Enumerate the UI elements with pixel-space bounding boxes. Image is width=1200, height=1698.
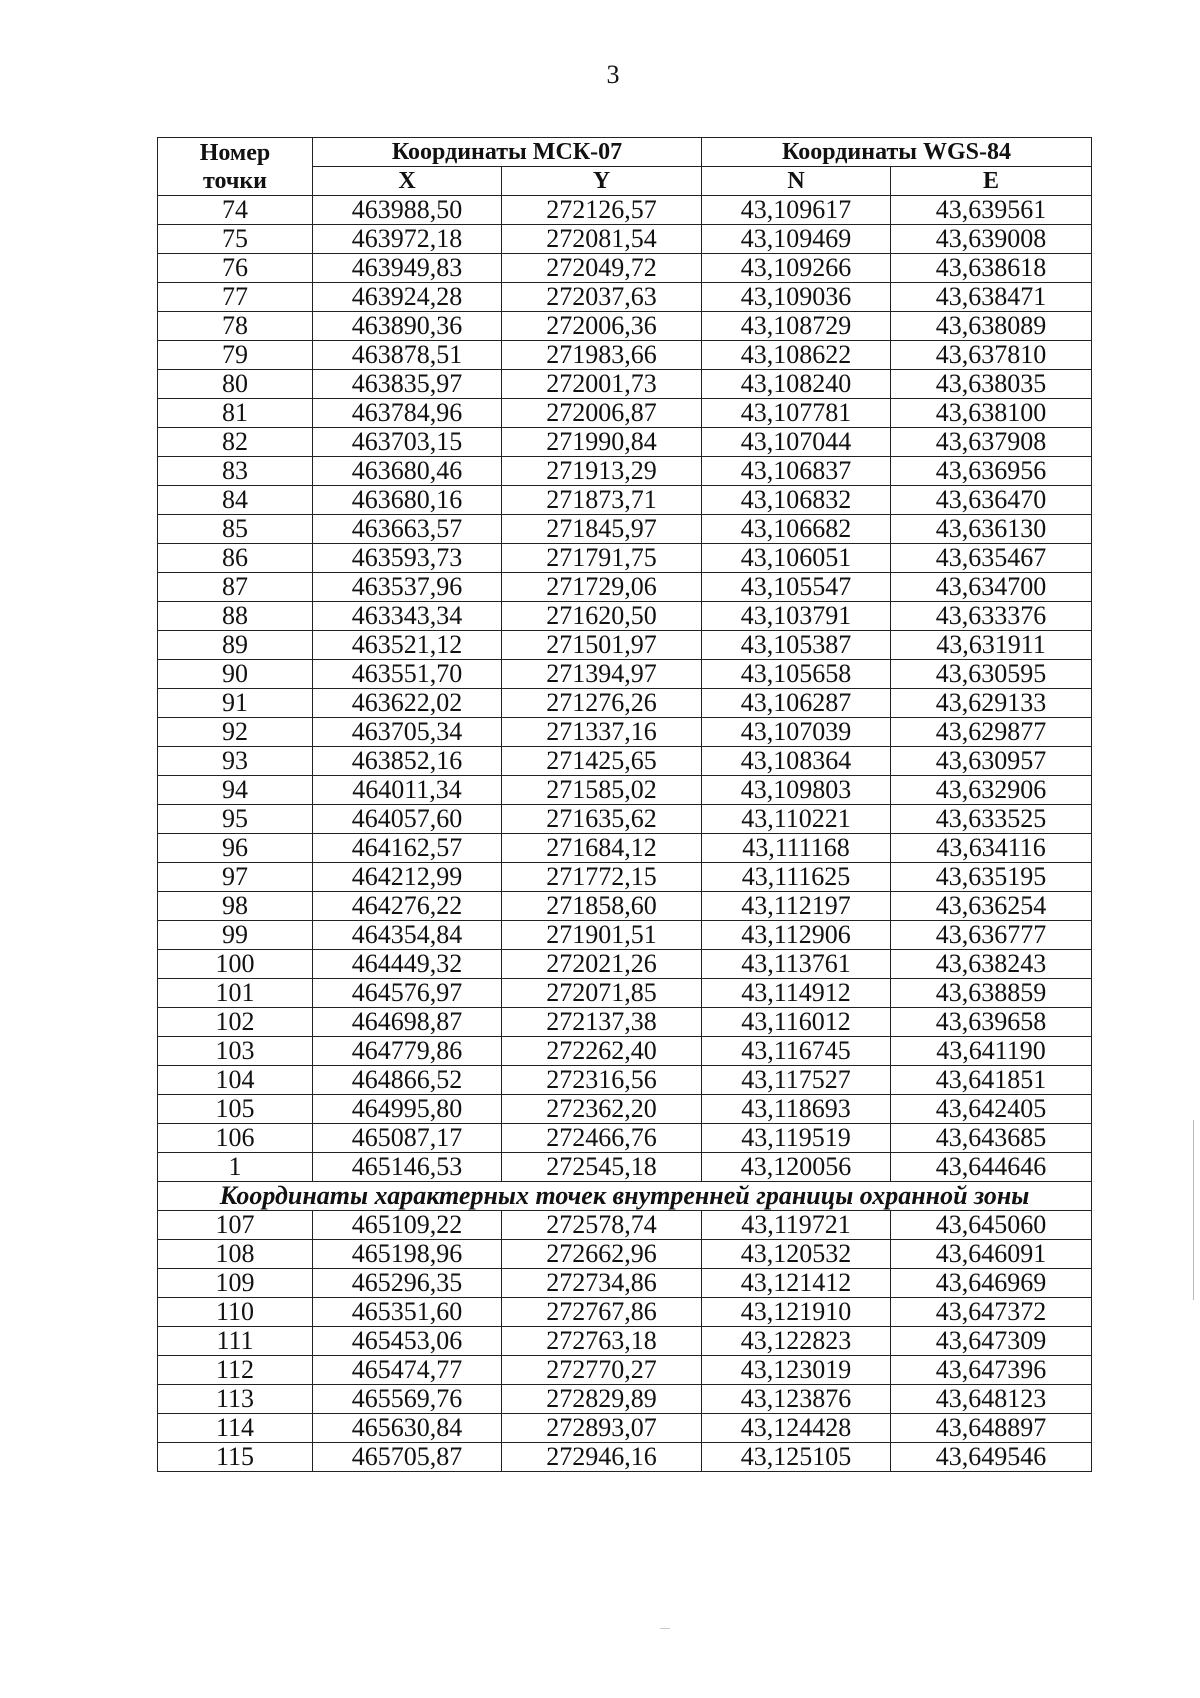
table-row <box>158 1298 1092 1327</box>
y-cell: 272734,86 <box>502 1269 702 1298</box>
e-cell: 43,637908 <box>891 428 1092 457</box>
point-number-cell: 109 <box>158 1269 313 1298</box>
scan-edge-line <box>1193 1120 1194 1300</box>
point-number-cell: 95 <box>158 805 313 834</box>
table-row <box>158 1008 1092 1037</box>
e-cell: 43,630957 <box>891 747 1092 776</box>
table-row <box>158 225 1092 254</box>
point-number-cell: 89 <box>158 631 313 660</box>
y-cell: 272662,96 <box>502 1240 702 1269</box>
x-cell: 464011,34 <box>313 776 502 805</box>
table-row <box>158 1211 1092 1240</box>
n-cell: 43,107781 <box>702 399 891 428</box>
e-cell: 43,636777 <box>891 921 1092 950</box>
n-cell: 43,122823 <box>702 1327 891 1356</box>
point-number-cell: 90 <box>158 660 313 689</box>
table-row <box>158 428 1092 457</box>
e-cell: 43,637810 <box>891 341 1092 370</box>
n-cell: 43,110221 <box>702 805 891 834</box>
e-cell: 43,634116 <box>891 834 1092 863</box>
y-cell: 271845,97 <box>502 515 702 544</box>
x-cell: 464698,87 <box>313 1008 502 1037</box>
x-cell: 465146,53 <box>313 1153 502 1182</box>
n-cell: 43,107044 <box>702 428 891 457</box>
x-cell: 463852,16 <box>313 747 502 776</box>
n-cell: 43,119519 <box>702 1124 891 1153</box>
e-cell: 43,636956 <box>891 457 1092 486</box>
point-number-cell: 86 <box>158 544 313 573</box>
x-cell: 465296,35 <box>313 1269 502 1298</box>
x-cell: 465087,17 <box>313 1124 502 1153</box>
y-cell: 272006,36 <box>502 312 702 341</box>
e-cell: 43,638859 <box>891 979 1092 1008</box>
e-cell: 43,633376 <box>891 602 1092 631</box>
outer-boundary-rows <box>158 196 1092 1182</box>
inner-boundary-rows <box>158 1211 1092 1472</box>
n-cell: 43,106051 <box>702 544 891 573</box>
point-number-header-line2: точки <box>202 167 268 194</box>
y-cell: 272071,85 <box>502 979 702 1008</box>
y-cell: 271791,75 <box>502 544 702 573</box>
point-number-cell: 79 <box>158 341 313 370</box>
x-column-header: X <box>313 167 502 196</box>
x-cell: 464779,86 <box>313 1037 502 1066</box>
n-cell: 43,116012 <box>702 1008 891 1037</box>
x-cell: 463622,02 <box>313 689 502 718</box>
table-row <box>158 863 1092 892</box>
x-cell: 463593,73 <box>313 544 502 573</box>
n-cell: 43,116745 <box>702 1037 891 1066</box>
x-cell: 464212,99 <box>313 863 502 892</box>
y-cell: 272001,73 <box>502 370 702 399</box>
n-cell: 43,108622 <box>702 341 891 370</box>
section-divider <box>158 1182 1092 1211</box>
e-cell: 43,632906 <box>891 776 1092 805</box>
y-cell: 272262,40 <box>502 1037 702 1066</box>
page-number: 3 <box>606 60 620 89</box>
n-cell: 43,123019 <box>702 1356 891 1385</box>
y-cell: 272466,76 <box>502 1124 702 1153</box>
n-cell: 43,105658 <box>702 660 891 689</box>
e-cell: 43,631911 <box>891 631 1092 660</box>
n-cell: 43,106287 <box>702 689 891 718</box>
y-cell: 272126,57 <box>502 196 702 225</box>
x-cell: 463890,36 <box>313 312 502 341</box>
n-cell: 43,113761 <box>702 950 891 979</box>
e-cell: 43,644646 <box>891 1153 1092 1182</box>
x-cell: 464162,57 <box>313 834 502 863</box>
table-row <box>158 457 1092 486</box>
point-number-cell: 97 <box>158 863 313 892</box>
point-number-cell: 113 <box>158 1385 313 1414</box>
table-row <box>158 718 1092 747</box>
point-number-cell: 88 <box>158 602 313 631</box>
x-cell: 465109,22 <box>313 1211 502 1240</box>
point-number-header <box>158 138 313 196</box>
y-cell: 272545,18 <box>502 1153 702 1182</box>
table-row <box>158 1153 1092 1182</box>
n-cell: 43,114912 <box>702 979 891 1008</box>
x-cell: 464057,60 <box>313 805 502 834</box>
e-cell: 43,649546 <box>891 1443 1092 1472</box>
y-cell: 271990,84 <box>502 428 702 457</box>
table-row <box>158 1356 1092 1385</box>
table-row <box>158 805 1092 834</box>
n-cell: 43,106837 <box>702 457 891 486</box>
table-row <box>158 1240 1092 1269</box>
y-cell: 272829,89 <box>502 1385 702 1414</box>
table-row <box>158 1095 1092 1124</box>
section-title: Координаты характерных точек внутренней границы охранной зоны <box>158 1182 1092 1211</box>
x-cell: 463988,50 <box>313 196 502 225</box>
point-number-cell: 81 <box>158 399 313 428</box>
y-cell: 271501,97 <box>502 631 702 660</box>
point-number-cell: 78 <box>158 312 313 341</box>
e-cell: 43,629133 <box>891 689 1092 718</box>
x-cell: 463537,96 <box>313 573 502 602</box>
point-number-cell: 115 <box>158 1443 313 1472</box>
x-cell: 464276,22 <box>313 892 502 921</box>
table-row <box>158 602 1092 631</box>
y-cell: 271276,26 <box>502 689 702 718</box>
e-cell: 43,641851 <box>891 1066 1092 1095</box>
y-cell: 271337,16 <box>502 718 702 747</box>
point-number-cell: 111 <box>158 1327 313 1356</box>
n-cell: 43,120056 <box>702 1153 891 1182</box>
table-row <box>158 631 1092 660</box>
e-cell: 43,635467 <box>891 544 1092 573</box>
n-cell: 43,109036 <box>702 283 891 312</box>
e-cell: 43,636254 <box>891 892 1092 921</box>
n-cell: 43,108364 <box>702 747 891 776</box>
table-row <box>158 1443 1092 1472</box>
scan-dot <box>660 1628 670 1629</box>
n-cell: 43,109266 <box>702 254 891 283</box>
msk-group-header: Координаты МСК-07 <box>313 138 702 167</box>
n-cell: 43,119721 <box>702 1211 891 1240</box>
x-cell: 463835,97 <box>313 370 502 399</box>
point-number-cell: 93 <box>158 747 313 776</box>
point-number-header-line1: Номер <box>199 139 271 166</box>
e-cell: 43,647372 <box>891 1298 1092 1327</box>
table-row <box>158 950 1092 979</box>
y-cell: 271729,06 <box>502 573 702 602</box>
y-cell: 272893,07 <box>502 1414 702 1443</box>
point-number-cell: 91 <box>158 689 313 718</box>
point-number-cell: 77 <box>158 283 313 312</box>
x-cell: 465569,76 <box>313 1385 502 1414</box>
e-cell: 43,639658 <box>891 1008 1092 1037</box>
x-cell: 464995,80 <box>313 1095 502 1124</box>
e-cell: 43,638100 <box>891 399 1092 428</box>
n-cell: 43,123876 <box>702 1385 891 1414</box>
e-cell: 43,646091 <box>891 1240 1092 1269</box>
y-cell: 271684,12 <box>502 834 702 863</box>
coordinates-table <box>157 137 1092 1472</box>
y-cell: 271858,60 <box>502 892 702 921</box>
point-number-cell: 103 <box>158 1037 313 1066</box>
point-number-cell: 110 <box>158 1298 313 1327</box>
point-number-cell: 80 <box>158 370 313 399</box>
point-number-cell: 84 <box>158 486 313 515</box>
n-cell: 43,112906 <box>702 921 891 950</box>
point-number-cell: 83 <box>158 457 313 486</box>
x-cell: 465351,60 <box>313 1298 502 1327</box>
x-cell: 463972,18 <box>313 225 502 254</box>
e-cell: 43,646969 <box>891 1269 1092 1298</box>
x-cell: 463343,34 <box>313 602 502 631</box>
point-number-cell: 92 <box>158 718 313 747</box>
y-cell: 272362,20 <box>502 1095 702 1124</box>
table-row <box>158 486 1092 515</box>
table-row <box>158 1269 1092 1298</box>
y-cell: 271425,65 <box>502 747 702 776</box>
x-cell: 465198,96 <box>313 1240 502 1269</box>
y-cell: 271585,02 <box>502 776 702 805</box>
table-row <box>158 689 1092 718</box>
x-cell: 463703,15 <box>313 428 502 457</box>
table-row <box>158 921 1092 950</box>
e-cell: 43,648897 <box>891 1414 1092 1443</box>
table-header <box>158 138 1092 196</box>
table-row <box>158 776 1092 805</box>
table-row <box>158 312 1092 341</box>
n-cell: 43,124428 <box>702 1414 891 1443</box>
e-cell: 43,643685 <box>891 1124 1092 1153</box>
n-cell: 43,107039 <box>702 718 891 747</box>
point-number-cell: 94 <box>158 776 313 805</box>
table-row <box>158 399 1092 428</box>
point-number-cell: 105 <box>158 1095 313 1124</box>
table-row <box>158 341 1092 370</box>
n-cell: 43,106682 <box>702 515 891 544</box>
e-cell: 43,647309 <box>891 1327 1092 1356</box>
point-number-cell: 108 <box>158 1240 313 1269</box>
x-cell: 463521,12 <box>313 631 502 660</box>
table-row <box>158 892 1092 921</box>
point-number-cell: 98 <box>158 892 313 921</box>
table-row <box>158 747 1092 776</box>
table-row <box>158 370 1092 399</box>
point-number-cell: 101 <box>158 979 313 1008</box>
y-cell: 272770,27 <box>502 1356 702 1385</box>
y-column-header: Y <box>502 167 702 196</box>
table-row <box>158 1066 1092 1095</box>
e-cell: 43,638035 <box>891 370 1092 399</box>
point-number-cell: 100 <box>158 950 313 979</box>
table-row <box>158 283 1092 312</box>
y-cell: 271635,62 <box>502 805 702 834</box>
table-row <box>158 1385 1092 1414</box>
point-number-cell: 75 <box>158 225 313 254</box>
x-cell: 463878,51 <box>313 341 502 370</box>
point-number-cell: 106 <box>158 1124 313 1153</box>
y-cell: 271983,66 <box>502 341 702 370</box>
n-cell: 43,120532 <box>702 1240 891 1269</box>
n-cell: 43,125105 <box>702 1443 891 1472</box>
n-cell: 43,111625 <box>702 863 891 892</box>
n-cell: 43,109803 <box>702 776 891 805</box>
y-cell: 272767,86 <box>502 1298 702 1327</box>
point-number-cell: 76 <box>158 254 313 283</box>
point-number-cell: 1 <box>158 1153 313 1182</box>
x-cell: 463784,96 <box>313 399 502 428</box>
e-cell: 43,642405 <box>891 1095 1092 1124</box>
e-cell: 43,638618 <box>891 254 1092 283</box>
y-cell: 272316,56 <box>502 1066 702 1095</box>
y-cell: 271873,71 <box>502 486 702 515</box>
table-row <box>158 834 1092 863</box>
table-row <box>158 979 1092 1008</box>
n-cell: 43,112197 <box>702 892 891 921</box>
e-cell: 43,635195 <box>891 863 1092 892</box>
x-cell: 464576,97 <box>313 979 502 1008</box>
y-cell: 272081,54 <box>502 225 702 254</box>
table-row <box>158 515 1092 544</box>
table-row <box>158 1037 1092 1066</box>
point-number-cell: 87 <box>158 573 313 602</box>
e-cell: 43,639008 <box>891 225 1092 254</box>
n-cell: 43,106832 <box>702 486 891 515</box>
e-cell: 43,636470 <box>891 486 1092 515</box>
y-cell: 272763,18 <box>502 1327 702 1356</box>
e-cell: 43,647396 <box>891 1356 1092 1385</box>
e-cell: 43,639561 <box>891 196 1092 225</box>
x-cell: 463680,46 <box>313 457 502 486</box>
y-cell: 271620,50 <box>502 602 702 631</box>
y-cell: 272006,87 <box>502 399 702 428</box>
x-cell: 464866,52 <box>313 1066 502 1095</box>
y-cell: 272021,26 <box>502 950 702 979</box>
n-cell: 43,117527 <box>702 1066 891 1095</box>
y-cell: 272037,63 <box>502 283 702 312</box>
y-cell: 271901,51 <box>502 921 702 950</box>
y-cell: 272578,74 <box>502 1211 702 1240</box>
x-cell: 464449,32 <box>313 950 502 979</box>
e-cell: 43,648123 <box>891 1385 1092 1414</box>
e-cell: 43,638089 <box>891 312 1092 341</box>
table-row <box>158 573 1092 602</box>
e-cell: 43,634700 <box>891 573 1092 602</box>
table-row <box>158 254 1092 283</box>
n-column-header: N <box>702 167 891 196</box>
e-cell: 43,636130 <box>891 515 1092 544</box>
point-number-cell: 104 <box>158 1066 313 1095</box>
e-cell: 43,629877 <box>891 718 1092 747</box>
table-row <box>158 1124 1092 1153</box>
e-column-header: E <box>891 167 1092 196</box>
e-cell: 43,645060 <box>891 1211 1092 1240</box>
n-cell: 43,109617 <box>702 196 891 225</box>
x-cell: 463705,34 <box>313 718 502 747</box>
n-cell: 43,118693 <box>702 1095 891 1124</box>
n-cell: 43,103791 <box>702 602 891 631</box>
point-number-cell: 112 <box>158 1356 313 1385</box>
x-cell: 465474,77 <box>313 1356 502 1385</box>
x-cell: 463551,70 <box>313 660 502 689</box>
table-row <box>158 196 1092 225</box>
x-cell: 463924,28 <box>313 283 502 312</box>
point-number-cell: 85 <box>158 515 313 544</box>
n-cell: 43,109469 <box>702 225 891 254</box>
point-number-cell: 82 <box>158 428 313 457</box>
e-cell: 43,633525 <box>891 805 1092 834</box>
table-row <box>158 660 1092 689</box>
x-cell: 464354,84 <box>313 921 502 950</box>
y-cell: 271772,15 <box>502 863 702 892</box>
point-number-cell: 74 <box>158 196 313 225</box>
n-cell: 43,121910 <box>702 1298 891 1327</box>
table-row <box>158 1414 1092 1443</box>
n-cell: 43,105547 <box>702 573 891 602</box>
x-cell: 465630,84 <box>313 1414 502 1443</box>
wgs-group-header: Координаты WGS-84 <box>702 138 1092 167</box>
point-number-cell: 114 <box>158 1414 313 1443</box>
point-number-cell: 107 <box>158 1211 313 1240</box>
n-cell: 43,121412 <box>702 1269 891 1298</box>
n-cell: 43,111168 <box>702 834 891 863</box>
x-cell: 463663,57 <box>313 515 502 544</box>
n-cell: 43,108240 <box>702 370 891 399</box>
point-number-cell: 96 <box>158 834 313 863</box>
table-row <box>158 1327 1092 1356</box>
n-cell: 43,105387 <box>702 631 891 660</box>
y-cell: 272137,38 <box>502 1008 702 1037</box>
x-cell: 463949,83 <box>313 254 502 283</box>
n-cell: 43,108729 <box>702 312 891 341</box>
x-cell: 465453,06 <box>313 1327 502 1356</box>
point-number-cell: 99 <box>158 921 313 950</box>
e-cell: 43,638471 <box>891 283 1092 312</box>
y-cell: 272946,16 <box>502 1443 702 1472</box>
y-cell: 271394,97 <box>502 660 702 689</box>
e-cell: 43,630595 <box>891 660 1092 689</box>
y-cell: 272049,72 <box>502 254 702 283</box>
e-cell: 43,641190 <box>891 1037 1092 1066</box>
y-cell: 271913,29 <box>502 457 702 486</box>
e-cell: 43,638243 <box>891 950 1092 979</box>
x-cell: 463680,16 <box>313 486 502 515</box>
point-number-cell: 102 <box>158 1008 313 1037</box>
x-cell: 465705,87 <box>313 1443 502 1472</box>
table-row <box>158 544 1092 573</box>
